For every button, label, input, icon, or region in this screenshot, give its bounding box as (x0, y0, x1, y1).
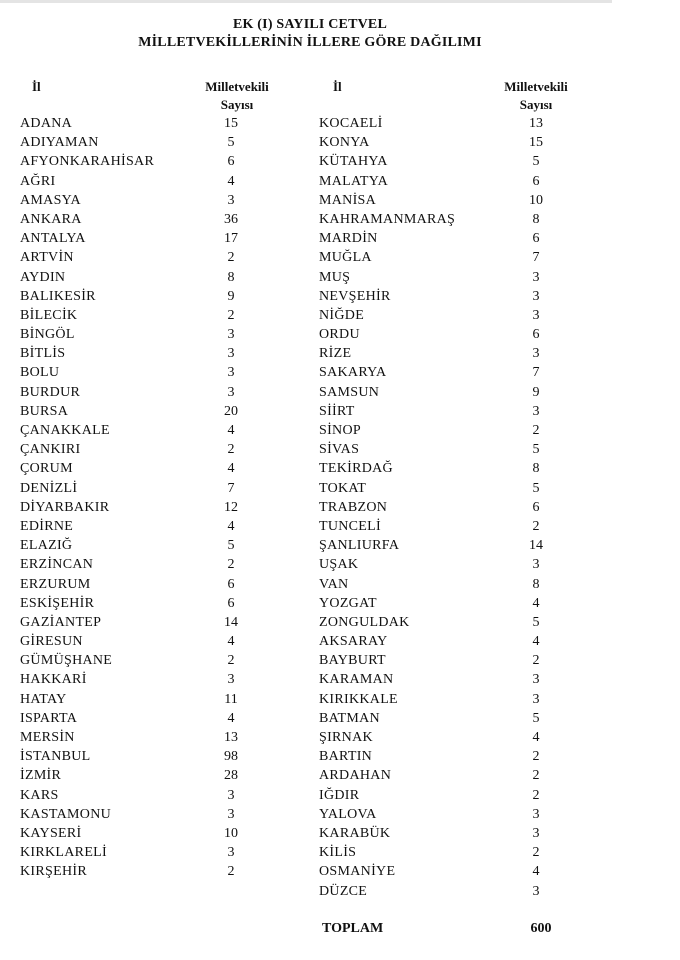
province-row (20, 555, 280, 574)
right-header-count (486, 78, 586, 114)
deputy-count: 3 (532, 557, 540, 573)
deputy-count: 3 (532, 691, 540, 707)
province-row (319, 152, 599, 171)
province-row (20, 805, 280, 824)
province-row (319, 843, 599, 862)
province-name: AKSARAY (319, 634, 388, 650)
province-name: TOKAT (319, 480, 367, 496)
province-row (20, 517, 280, 536)
province-row (319, 459, 599, 478)
province-name: GİRESUN (20, 634, 83, 650)
province-row (20, 479, 280, 498)
province-row (319, 862, 599, 881)
province-name: ÇORUM (20, 461, 73, 477)
province-row (319, 766, 599, 785)
province-name: ADIYAMAN (20, 135, 99, 151)
left-header-count-line2: Sayısı (220, 97, 254, 112)
province-row (319, 344, 599, 363)
deputy-count: 7 (532, 250, 540, 266)
deputy-count: 6 (227, 154, 235, 170)
province-row (20, 191, 280, 210)
deputy-count: 9 (227, 288, 235, 304)
province-row (20, 594, 280, 613)
deputy-count: 6 (532, 173, 540, 189)
province-name: ANTALYA (20, 231, 86, 247)
province-name: BİTLİS (20, 346, 66, 362)
province-name: SİVAS (319, 442, 360, 458)
province-row (20, 536, 280, 555)
province-row (319, 440, 599, 459)
province-name: SİNOP (319, 423, 361, 438)
deputy-count: 3 (532, 806, 540, 822)
province-name: GÜMÜŞHANE (20, 653, 113, 669)
province-name: AYDIN (20, 269, 66, 285)
province-row (20, 843, 280, 862)
deputy-count: 10 (224, 825, 238, 841)
province-name: BURDUR (20, 384, 81, 400)
province-row (319, 613, 599, 632)
province-name: AFYONKARAHİSAR (20, 154, 155, 170)
province-name: ŞIRNAK (319, 730, 373, 745)
province-name: KAHRAMANMARAŞ (319, 211, 456, 227)
province-name: VAN (319, 576, 349, 592)
province-row (20, 766, 280, 785)
province-row (319, 786, 599, 805)
deputy-count: 4 (227, 423, 235, 438)
province-name: KIRIKKALE (319, 691, 398, 707)
province-row (20, 613, 280, 632)
province-name: KASTAMONU (20, 806, 112, 822)
deputy-count: 3 (532, 288, 540, 304)
province-row (319, 421, 599, 440)
province-row (319, 306, 599, 325)
deputy-count: 5 (532, 442, 540, 458)
deputy-count: 3 (227, 327, 235, 343)
province-name: ARDAHAN (319, 768, 392, 784)
province-name: KARS (20, 787, 59, 803)
province-row (319, 747, 599, 766)
deputy-count: 3 (532, 825, 540, 841)
province-name: KÜTAHYA (319, 154, 388, 170)
province-row (20, 172, 280, 191)
province-name: TRABZON (319, 499, 388, 515)
province-name: DÜZCE (319, 883, 368, 899)
province-name: BARTIN (319, 749, 373, 765)
province-row (319, 248, 599, 267)
deputy-count: 5 (532, 710, 540, 726)
province-name: ESKİŞEHİR (20, 595, 95, 611)
province-row (319, 498, 599, 517)
province-row (20, 344, 280, 363)
province-row (20, 383, 280, 402)
deputy-count: 13 (224, 730, 238, 745)
deputy-count: 2 (532, 845, 540, 861)
province-name: KOCAELİ (319, 116, 383, 131)
province-name: BOLU (20, 365, 60, 381)
deputy-count: 3 (227, 192, 235, 208)
deputy-count: 20 (224, 403, 238, 419)
right-header-il: İl (333, 79, 342, 94)
province-row (20, 229, 280, 248)
province-row (20, 287, 280, 306)
document-subtitle: MİLLETVEKİLLERİNİN İLLERE GÖRE DAĞILIMI (138, 35, 482, 50)
province-row (319, 670, 599, 689)
deputy-count: 4 (227, 173, 235, 189)
province-row (319, 383, 599, 402)
province-name: MANİSA (319, 192, 377, 208)
deputy-count: 17 (224, 231, 238, 247)
province-row (20, 114, 280, 133)
province-row (319, 133, 599, 152)
deputy-count: 14 (529, 538, 543, 554)
deputy-count: 4 (227, 461, 235, 477)
province-name: BURSA (20, 403, 69, 419)
province-name: SAMSUN (319, 384, 380, 400)
province-row (319, 536, 599, 555)
province-row (319, 709, 599, 728)
province-row (319, 555, 599, 574)
province-name: ÇANAKKALE (20, 423, 110, 438)
province-row (319, 268, 599, 287)
province-name: ORDU (319, 327, 360, 343)
province-name: ARTVİN (20, 250, 74, 266)
province-row (319, 172, 599, 191)
province-row (319, 690, 599, 709)
province-row (319, 114, 599, 133)
left-header-count-line1: Milletvekili (205, 79, 269, 94)
province-name: NİĞDE (319, 307, 365, 323)
province-name: KAYSERİ (20, 825, 82, 841)
left-header-count (187, 78, 287, 114)
right-header-count-line2: Sayısı (519, 97, 553, 112)
province-row (20, 690, 280, 709)
province-row (20, 651, 280, 670)
deputy-count: 4 (532, 730, 540, 745)
province-row (20, 402, 280, 421)
deputy-count: 3 (227, 672, 235, 688)
deputy-count: 36 (224, 211, 238, 227)
deputy-count: 4 (532, 634, 540, 650)
province-name: IĞDIR (319, 787, 360, 803)
province-row (319, 805, 599, 824)
deputy-count: 7 (532, 365, 540, 381)
deputy-count: 5 (532, 480, 540, 496)
deputy-count: 3 (532, 269, 540, 285)
province-name: TEKİRDAĞ (319, 461, 393, 477)
province-name: YALOVA (319, 806, 377, 822)
province-name: BİNGÖL (20, 327, 75, 343)
province-name: EDİRNE (20, 518, 74, 534)
deputy-count: 2 (227, 653, 235, 669)
deputy-count: 2 (532, 653, 540, 669)
deputy-count: 4 (227, 634, 235, 650)
deputy-count: 15 (224, 116, 238, 131)
deputy-count: 3 (532, 307, 540, 323)
deputy-count: 2 (227, 864, 235, 880)
province-name: HAKKARİ (20, 672, 87, 688)
deputy-count: 9 (532, 384, 540, 400)
province-name: KIRŞEHİR (20, 864, 87, 880)
province-row (20, 709, 280, 728)
deputy-count: 3 (227, 787, 235, 803)
deputy-count: 2 (532, 749, 540, 765)
deputy-count: 11 (224, 691, 238, 707)
province-name: RİZE (319, 346, 352, 362)
province-name: HATAY (20, 691, 67, 707)
province-name: OSMANİYE (319, 864, 396, 880)
deputy-count: 6 (532, 327, 540, 343)
province-name: SAKARYA (319, 365, 387, 381)
deputy-count: 8 (532, 461, 540, 477)
province-name: ELAZIĞ (20, 538, 73, 554)
province-name: ISPARTA (20, 710, 78, 726)
province-name: DENİZLİ (20, 480, 78, 496)
total-value: 600 (530, 921, 552, 936)
province-row (20, 862, 280, 881)
deputy-count: 2 (227, 557, 235, 573)
province-name: ADANA (20, 116, 73, 131)
province-row (319, 402, 599, 421)
deputy-count: 4 (532, 595, 540, 611)
deputy-count: 2 (227, 442, 235, 458)
right-province-column (319, 114, 599, 901)
province-name: KONYA (319, 135, 370, 151)
deputy-count: 5 (227, 135, 235, 151)
deputy-count: 7 (227, 480, 235, 496)
province-row (20, 824, 280, 843)
province-name: KIRKLARELİ (20, 845, 107, 861)
deputy-count: 3 (227, 346, 235, 362)
province-row (20, 268, 280, 287)
deputy-count: 12 (224, 499, 238, 515)
province-name: MARDİN (319, 231, 378, 247)
total-label: TOPLAM (322, 921, 384, 936)
left-header-il: İl (32, 79, 41, 94)
deputy-count: 8 (532, 211, 540, 227)
deputy-count: 2 (532, 787, 540, 803)
left-province-column (20, 114, 280, 882)
province-row (20, 133, 280, 152)
province-row (20, 575, 280, 594)
province-name: BALIKESİR (20, 288, 96, 304)
province-name: ŞANLIURFA (319, 538, 400, 554)
document-title: EK (I) SAYILI CETVEL (232, 17, 388, 32)
deputy-count: 2 (532, 518, 540, 534)
deputy-count: 3 (532, 672, 540, 688)
deputy-count: 4 (532, 864, 540, 880)
province-name: KİLİS (319, 845, 357, 861)
province-row (20, 248, 280, 267)
deputy-count: 6 (532, 499, 540, 515)
province-name: BAYBURT (319, 653, 386, 669)
province-name: BATMAN (319, 710, 380, 726)
province-name: DİYARBAKIR (20, 499, 110, 515)
deputy-count: 2 (532, 423, 540, 438)
province-name: BİLECİK (20, 307, 78, 323)
deputy-count: 4 (227, 710, 235, 726)
province-row (20, 306, 280, 325)
province-row (20, 440, 280, 459)
province-row (319, 632, 599, 651)
deputy-count: 10 (529, 192, 543, 208)
deputy-count: 6 (532, 231, 540, 247)
province-row (20, 747, 280, 766)
deputy-count: 6 (227, 576, 235, 592)
deputy-count: 3 (227, 365, 235, 381)
province-row (319, 882, 599, 901)
province-name: MUĞLA (319, 250, 372, 266)
province-name: MERSİN (20, 730, 75, 745)
deputy-count: 13 (529, 116, 543, 131)
province-row (319, 287, 599, 306)
province-row (20, 498, 280, 517)
deputy-count: 8 (532, 576, 540, 592)
province-row (20, 325, 280, 344)
deputy-count: 28 (224, 768, 238, 784)
deputy-count: 3 (227, 384, 235, 400)
province-row (319, 824, 599, 843)
province-name: YOZGAT (319, 595, 377, 611)
province-row (319, 363, 599, 382)
province-row (20, 210, 280, 229)
deputy-count: 14 (224, 614, 238, 630)
province-name: İZMİR (20, 768, 62, 784)
province-name: KARABÜK (319, 825, 391, 841)
province-row (319, 651, 599, 670)
deputy-count: 5 (227, 538, 235, 554)
province-row (20, 152, 280, 171)
province-name: UŞAK (319, 557, 359, 573)
province-row (20, 632, 280, 651)
top-border-line (0, 0, 612, 3)
deputy-count: 15 (529, 135, 543, 151)
deputy-count: 5 (532, 614, 540, 630)
province-row (319, 479, 599, 498)
province-row (20, 459, 280, 478)
province-row (20, 670, 280, 689)
deputy-count: 8 (227, 269, 235, 285)
province-row (20, 786, 280, 805)
province-name: ERZURUM (20, 576, 91, 592)
province-row (319, 575, 599, 594)
deputy-count: 5 (532, 154, 540, 170)
province-name: MUŞ (319, 269, 351, 285)
province-row (319, 210, 599, 229)
province-row (20, 421, 280, 440)
deputy-count: 3 (532, 883, 540, 899)
province-name: ANKARA (20, 211, 82, 227)
province-name: AĞRI (20, 173, 56, 189)
province-name: MALATYA (319, 173, 388, 189)
deputy-count: 3 (532, 403, 540, 419)
province-name: ZONGULDAK (319, 614, 410, 630)
province-row (319, 594, 599, 613)
deputy-count: 2 (227, 250, 235, 266)
province-row (20, 728, 280, 747)
province-row (319, 229, 599, 248)
deputy-count: 3 (227, 845, 235, 861)
province-name: KARAMAN (319, 672, 394, 688)
province-name: NEVŞEHİR (319, 288, 391, 304)
deputy-count: 2 (532, 768, 540, 784)
province-row (319, 191, 599, 210)
deputy-count: 2 (227, 307, 235, 323)
province-name: AMASYA (20, 192, 81, 208)
province-name: İSTANBUL (20, 749, 91, 765)
deputy-count: 3 (532, 346, 540, 362)
province-row (319, 325, 599, 344)
deputy-count: 98 (224, 749, 238, 765)
province-row (319, 728, 599, 747)
province-name: SİİRT (319, 403, 355, 419)
deputy-count: 6 (227, 595, 235, 611)
province-name: GAZİANTEP (20, 614, 102, 630)
right-header-count-line1: Milletvekili (504, 79, 568, 94)
province-name: TUNCELİ (319, 518, 381, 534)
province-name: ERZİNCAN (20, 557, 94, 573)
province-row (319, 517, 599, 536)
deputy-count: 4 (227, 518, 235, 534)
province-row (20, 363, 280, 382)
deputy-count: 3 (227, 806, 235, 822)
province-name: ÇANKIRI (20, 442, 81, 458)
